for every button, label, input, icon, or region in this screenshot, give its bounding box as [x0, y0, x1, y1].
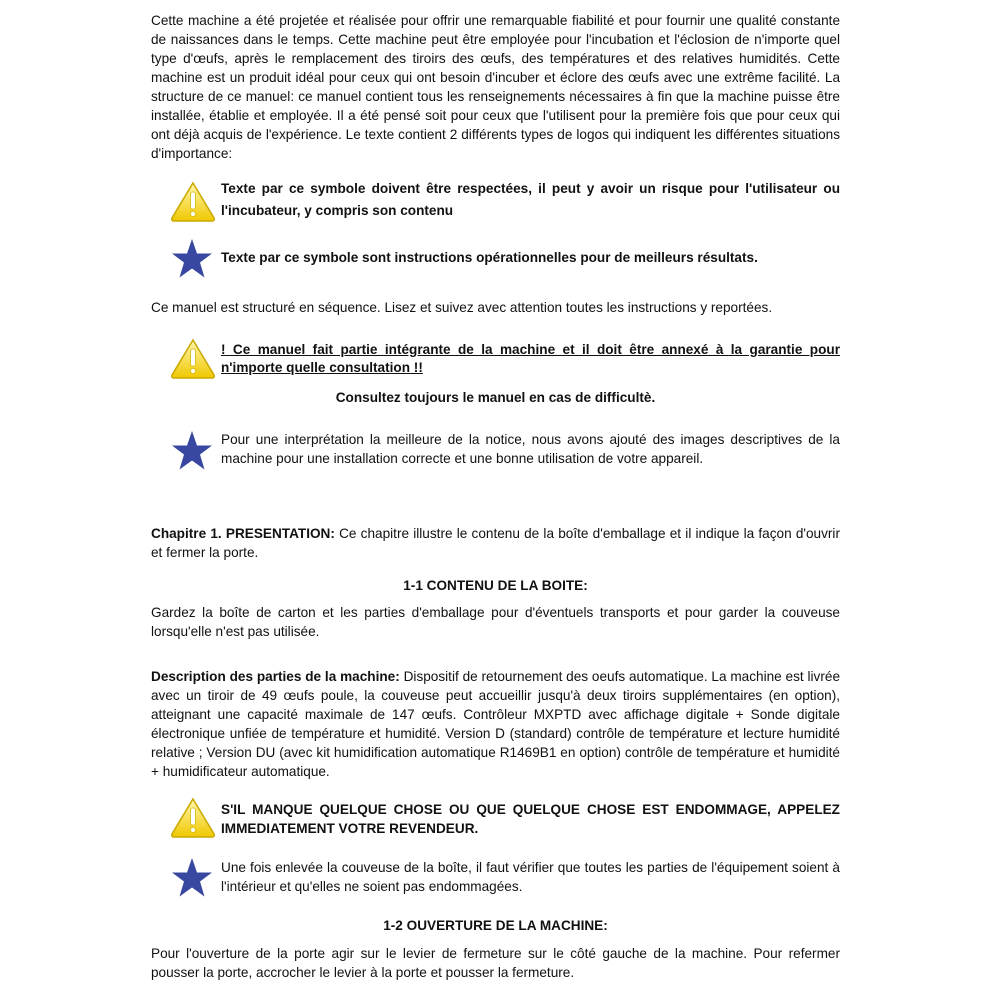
description-paragraph [151, 667, 840, 781]
star-icon [170, 857, 214, 899]
consult-text: Consultez toujours le manuel en cas de difficultè. [335, 390, 656, 405]
chapter-1-paragraph [151, 524, 840, 562]
warning-icon [170, 180, 216, 224]
section-1-paragraph: Gardez la boîte de carton et les parties d'emballage pour d'éventuels transports et pour garder la couveuse lorsqu'elle n'est pas utilisée. [151, 605, 840, 639]
warning-note-3: S'IL MANQUE QUELQUE CHOSE OU QUE QUELQUE CHOSE EST ENDOMMAGE, APPELEZ IMMEDIATEMENT VOTRE REVENDEUR. [221, 802, 840, 836]
description-text: Dispositif de retournement des oeufs automatique. La machine est livrée avec un tiroir de 49 œufs poule, la couveuse peut accueillir jusqu'à deux tiroirs supplémentaires (en option), atteignant une capacité maximale de 147 œufs. Contrôleur MXPTD avec affichage digitale + Sonde digitale électronique unfiée de température et humidité. Version D (standard) contrôle de température et lecture humidité relative ; Version DU (avec kit humidification automatique R1469B1 en option) contrôle de température et humidité + humidificateur automatique. [151, 669, 841, 779]
warning-note-1: Texte par ce symbole doivent être respectées, il peut y avoir un risque pour l'utilisateur ou l'incubateur, y compris son contenu [221, 181, 840, 218]
star-note-1: Texte par ce symbole sont instructions opérationnelles pour de meilleurs résultats. [221, 250, 758, 265]
warning-icon [170, 337, 216, 381]
sequence-paragraph: Ce manuel est structuré en séquence. Lisez et suivez avec attention toutes les instructions y reportées. [151, 300, 773, 315]
section-2-title: 1-2 OUVERTURE DE LA MACHINE: [383, 918, 608, 933]
star-icon [170, 238, 214, 280]
chapter-1-label: Chapitre 1. PRESENTATION: [151, 526, 335, 541]
star-note-3: Une fois enlevée la couveuse de la boîte, il faut vérifier que toutes les parties de l'équipement soient à l'intérieur et qu'elles ne soient pas endommagées. [221, 860, 840, 894]
intro-paragraph: Cette machine a été projetée et réalisée pour offrir une remarquable fiabilité et pour fournir une qualité constante de naissances dans le temps. Cette machine peut être employée pour l'incubation et l'éclosion de n'importe quel type d'œufs, après le remplacement des tiroirs des œufs, des températures et des relatives humidités. Cette machine est un produit idéal pour ceux qui ont besoin d'incuber et éclore des œufs avec une extrême facilité. La structure de ce manuel: ce manuel contient tous les renseignements nécessaires à fin que la machine puisse être installée, établie et employée. Il a été pensé soit pour ceux que l'utilisent pour la première fois que pour ceux qui ont déjà acquis de l'expérience. Le texte contient 2 différents types de logos qui indiquent les différentes situations d'importance: [151, 13, 840, 161]
chapter-1-text: Ce chapitre illustre le contenu de la boîte d'emballage et il indique la façon d'ouvrir et fermer la porte. [151, 526, 840, 560]
star-note-2: Pour une interprétation la meilleure de la notice, nous avons ajouté des images descriptives de la machine pour une installation correcte et une bonne utilisation de votre appareil. [221, 432, 840, 466]
warning-note-2: ! Ce manuel fait partie intégrante de la machine et il doit être annexé à la garantie pour n'importe quelle consultation !! [221, 342, 840, 375]
section-1-title: 1-1 CONTENU DE LA BOITE: [403, 578, 588, 593]
star-icon [170, 430, 214, 472]
section-2-paragraph: Pour l'ouverture de la porte agir sur le levier de fermeture sur le côté gauche de la machine. Pour refermer pousser la porte, accrocher le levier à la porte et pousser la fermeture. [151, 946, 840, 980]
description-label: Description des parties de la machine: [151, 669, 400, 684]
warning-icon [170, 796, 216, 840]
